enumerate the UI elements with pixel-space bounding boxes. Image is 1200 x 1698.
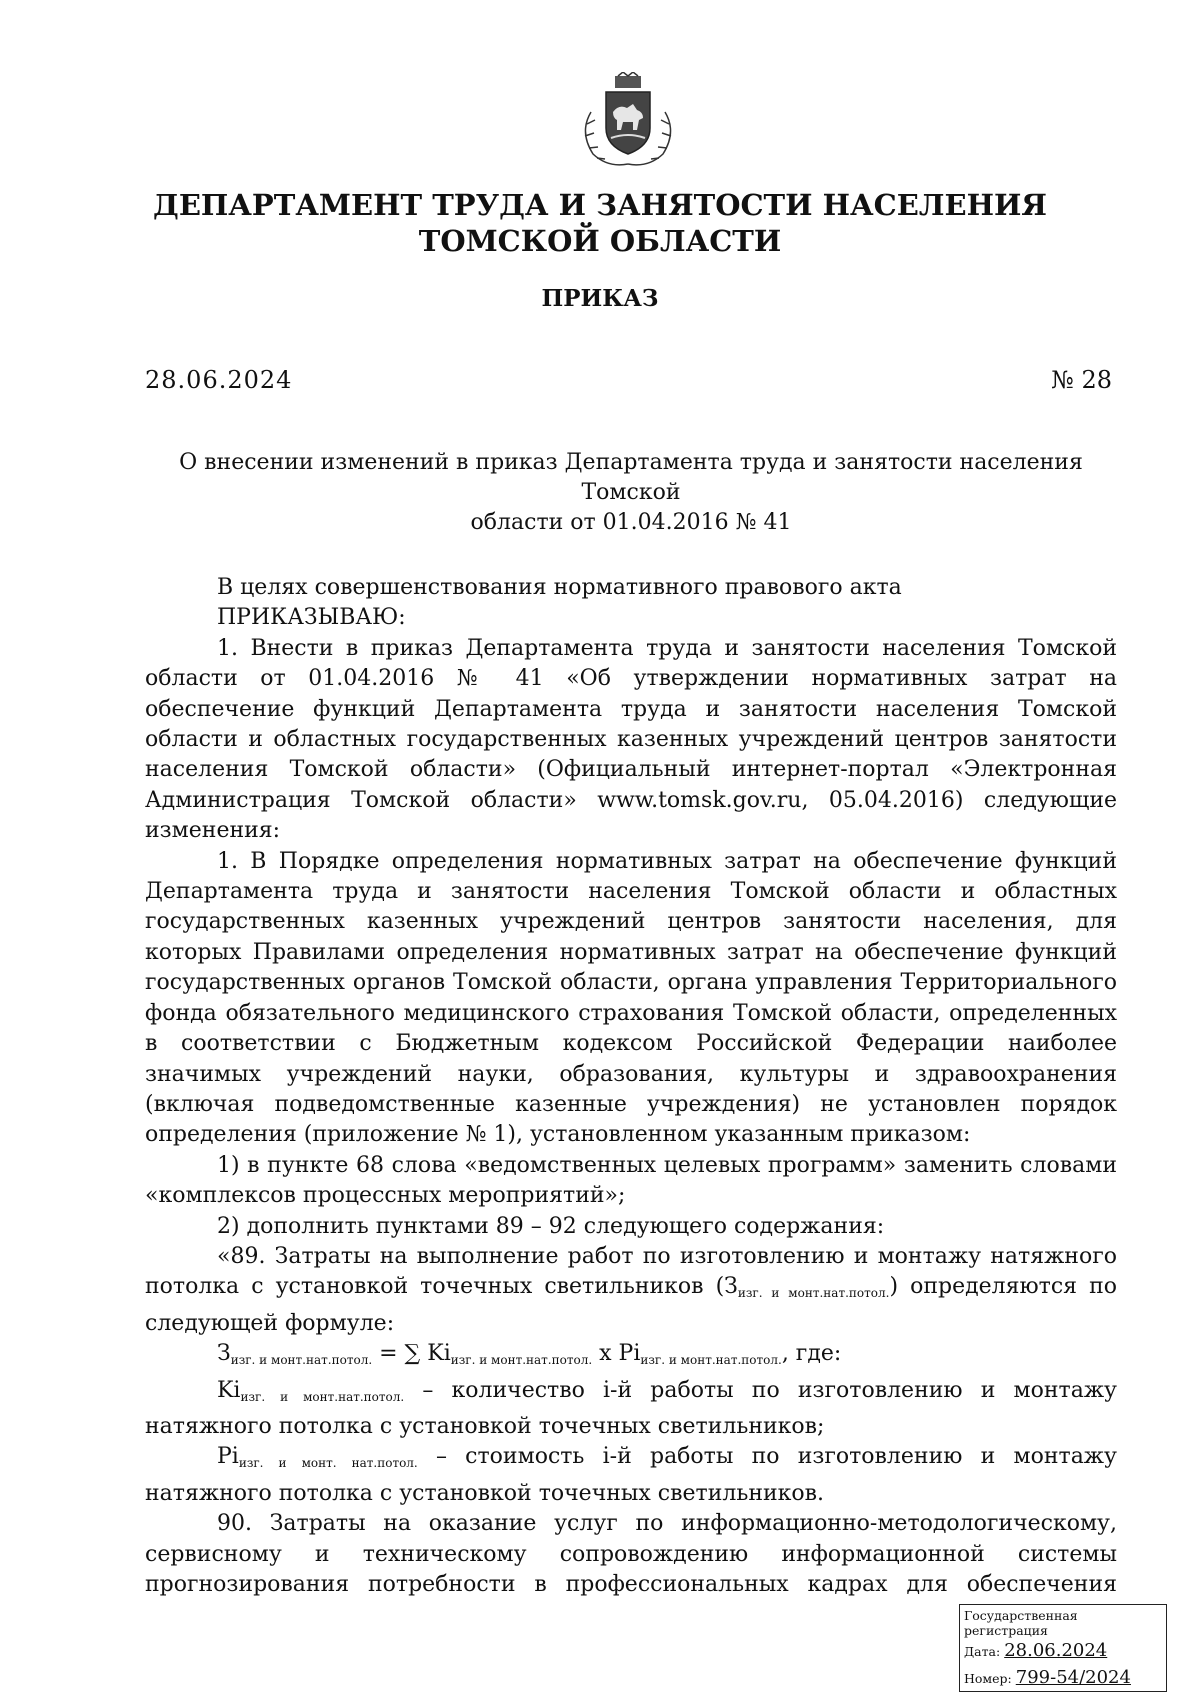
paragraph-point-90: 90. Затраты на оказание услуг по информационно-методологическому, сервисному и техническому сопровождению информационной системы прогнозирования потребности в профессиональных кадрах для обеспечения <box>145 1511 1117 1597</box>
formula-89 <box>145 1339 1117 1375</box>
subject-line-2: области от 01.04.2016 № 41 <box>470 510 792 535</box>
stamp-heading: Государственная регистрация <box>964 1608 1078 1638</box>
order-number: № 28 <box>1051 366 1112 394</box>
formula-z: З <box>217 1341 231 1367</box>
ki-subscript: изг. и монт.нат.потол. <box>240 1389 405 1404</box>
order-subject <box>145 448 1117 538</box>
paragraph-item-1: 1. Внести в приказ Департамента труда и занятости населения Томской области от 01.04.2016 № 41 «Об утверждении нормативных затрат на обеспечение функций Департамента труда и занятости населения Томской области и областных государственных казенных учреждений центров занятости населения Томской области» (Официальный интернет-портал «Электронная Администрация Томской области» www.tomsk.gov.ru, 05.04.2016) следующие изменения: <box>145 635 1117 844</box>
stamp-number-label: Номер: <box>964 1671 1012 1686</box>
paragraph-pi-definition <box>145 1442 1117 1509</box>
stamp-date-row <box>960 1638 1166 1665</box>
stamp-date-value: 28.06.2024 <box>1004 1640 1108 1661</box>
ki-text: – количество i-й работы по изготовлению и монтажу натяжного потолка с установкой точечных светильников; <box>145 1377 1117 1439</box>
stamp-number-value: 799-54/2024 <box>1015 1667 1131 1688</box>
organization-title <box>0 187 1200 259</box>
paragraph-add-points: 2) дополнить пунктами 89 – 92 следующего содержания: <box>217 1213 885 1239</box>
stamp-date-label: Дата: <box>964 1644 1001 1659</box>
pi-text: – стоимость i-й работы по изготовлению и монтажу натяжного потолка с установкой точечных светильников. <box>145 1444 1117 1506</box>
paragraph-order-word: ПРИКАЗЫВАЮ: <box>217 605 406 631</box>
org-line-2: ТОМСКОЙ ОБЛАСТИ <box>418 224 782 258</box>
org-line-1: ДЕПАРТАМЕНТ ТРУДА И ЗАНЯТОСТИ НАСЕЛЕНИЯ <box>153 188 1047 222</box>
p89-subscript: изг. и монт.нат.потол. <box>737 1286 890 1301</box>
order-body <box>145 573 1117 1600</box>
formula-sub-3: изг. и монт.нат.потол. <box>640 1353 782 1368</box>
paragraph-point-89 <box>145 1242 1117 1339</box>
paragraph-purpose: В целях совершенствования нормативного правового акта <box>217 575 902 600</box>
registration-stamp <box>959 1604 1167 1692</box>
formula-end: , где: <box>781 1341 842 1367</box>
paragraph-subitem-1: 1. В Порядке определения нормативных затрат на обеспечение функций Департамента труда и занятости населения Томской области и областных государственных казенных учреждений центров занятости населения, для которых Правилами определения нормативных затрат на обеспечение функций государственных органов Томской области, органа управления Территориального фонда обязательного медицинского страхования Томской области, определенных в соответствии с Бюджетным кодексом Российской Федерации наиболее значимых учреждений науки, образования, культуры и здравоохранения (включая подведомственные казенные учреждения) не установлен порядок определения (приложение № 1), установленном указанным приказом: <box>145 848 1117 1148</box>
p89-text-b: ) определяются по следующей формуле: <box>145 1274 1117 1336</box>
stamp-number-row <box>960 1665 1166 1692</box>
formula-sum: = ∑ Ki <box>372 1341 451 1367</box>
ki-symbol: Ki <box>217 1377 241 1403</box>
formula-times: х Pi <box>592 1341 641 1367</box>
subject-line-1: О внесении изменений в приказ Департамента труда и занятости населения Томской <box>179 450 1083 505</box>
p89-text-a: «89. Затраты на выполнение работ по изготовлению и монтажу натяжного потолка с установкой точечных светильников (З <box>145 1243 1117 1300</box>
document-type: ПРИКАЗ <box>541 285 659 312</box>
paragraph-ki-definition <box>145 1376 1117 1443</box>
coat-of-arms-emblem <box>573 72 683 172</box>
formula-sub-1: изг. и монт.нат.потол. <box>230 1353 373 1368</box>
formula-sub-2: изг. и монт.нат.потол. <box>450 1353 593 1368</box>
pi-subscript: изг. и монт. нат.потол. <box>238 1456 418 1471</box>
pi-symbol: Pi <box>217 1444 239 1470</box>
order-date: 28.06.2024 <box>145 366 293 394</box>
paragraph-point-68: 1) в пункте 68 слова «ведомственных целевых программ» заменить словами «комплексов процессных мероприятий»; <box>145 1152 1117 1209</box>
